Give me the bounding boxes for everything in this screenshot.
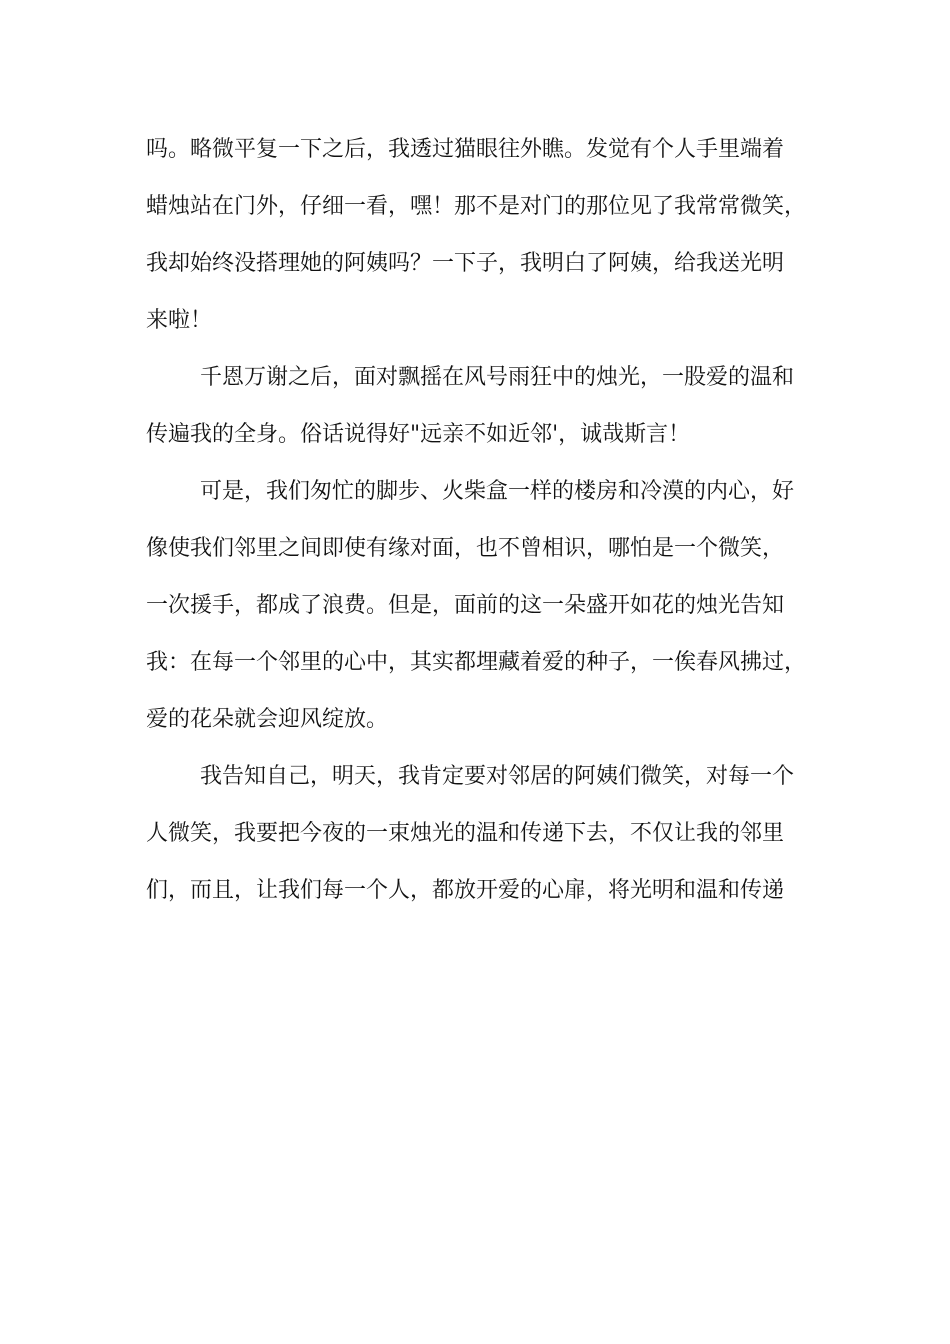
text-line: 我：在每一个邻里的心中，其实都埋藏着爱的种子，一俟春风拂过， (146, 650, 807, 675)
text-line: 蜡烛站在门外，仔细一看，嘿！那不是对门的那位见了我常常微笑， (146, 194, 807, 219)
paragraph-first-line: 千恩万谢之后，面对飘摇在风号雨狂中的烛光，一股爱的温和 (200, 365, 795, 390)
text-line: 来啦！ (146, 308, 213, 333)
text-line: 吗。略微平复一下之后，我透过猫眼往外瞧。发觉有个人手里端着 (146, 137, 785, 162)
text-line: 一次援手，都成了浪费。但是，面前的这一朵盛开如花的烛光告知 (146, 593, 785, 618)
text-line: 们，而且，让我们每一个人，都放开爱的心扉，将光明和温和传递 (146, 878, 785, 903)
paragraph-first-line: 我告知自己，明天，我肯定要对邻居的阿姨们微笑，对每一个 (200, 764, 795, 789)
text-line: 像使我们邻里之间即使有缘对面，也不曾相识，哪怕是一个微笑， (146, 536, 785, 561)
text-line: 爱的花朵就会迎风绽放。 (146, 707, 389, 732)
text-line: 我却始终没搭理她的阿姨吗？一下子，我明白了阿姨，给我送光明 (146, 251, 785, 276)
text-line: 传遍我的全身。俗话说得好"远亲不如近邻'，诚哉斯言！ (146, 422, 691, 447)
text-line: 人微笑，我要把今夜的一束烛光的温和传递下去，不仅让我的邻里 (146, 821, 785, 846)
paragraph-first-line: 可是，我们匆忙的脚步、火柴盒一样的楼房和冷漠的内心，好 (200, 479, 795, 504)
